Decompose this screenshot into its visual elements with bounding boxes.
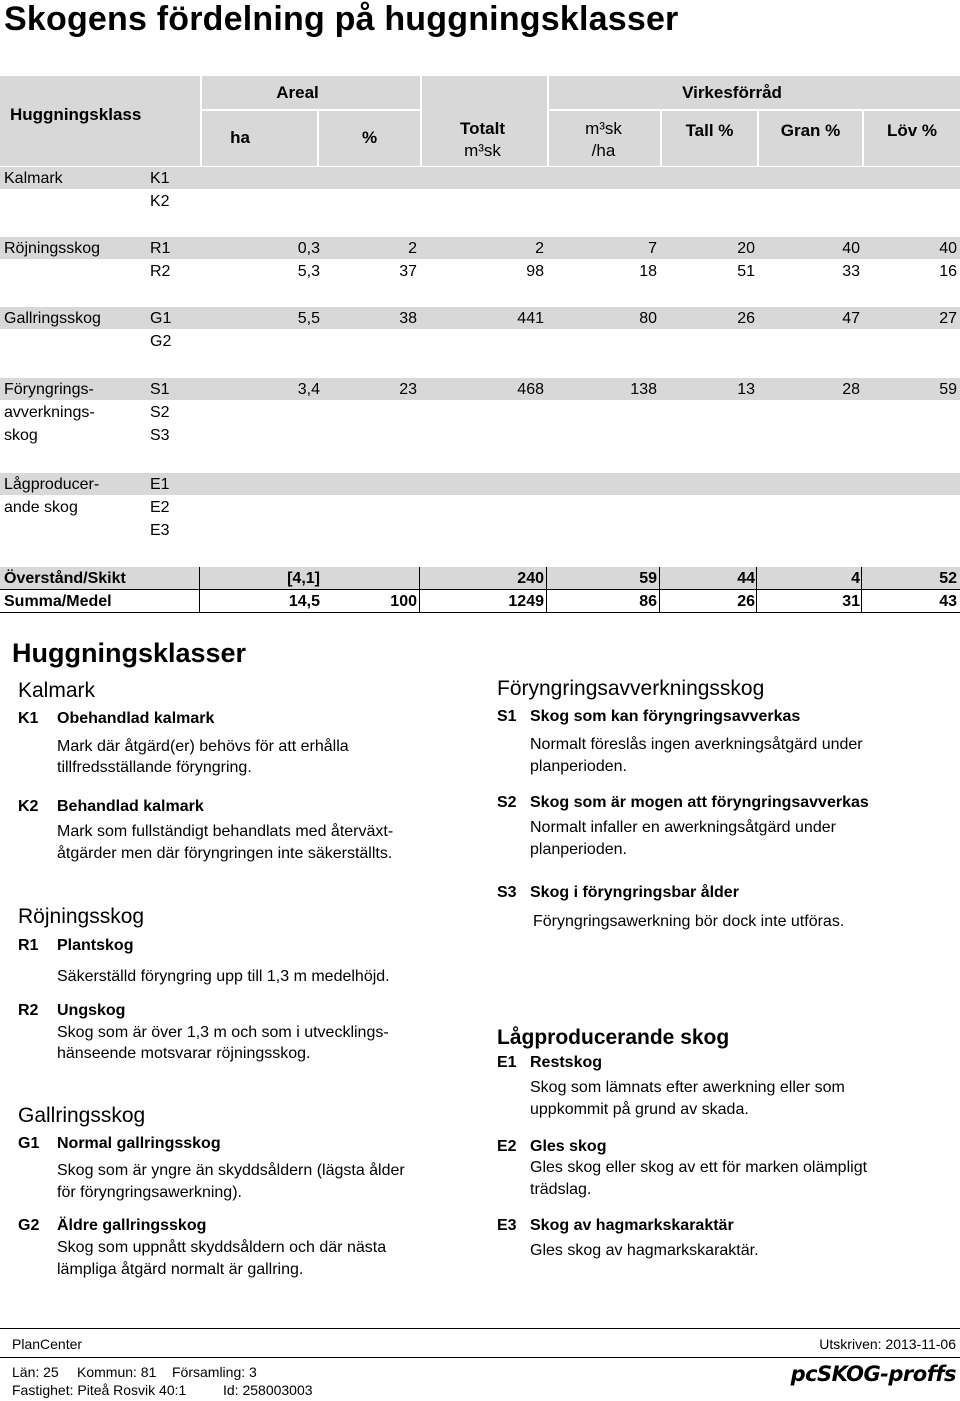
table-row xyxy=(0,260,960,282)
lagprod-title: Lågproducerande skog xyxy=(497,1026,730,1049)
cell-tall: 26 xyxy=(737,593,755,610)
s3-code: S3 xyxy=(497,884,517,901)
k2-text-2: åtgärder men där föryngringen inte säkerställts. xyxy=(57,845,393,862)
s1-text-1: Normalt föreslås ingen averkningsåtgärd under xyxy=(530,736,863,753)
header-lov: Löv % xyxy=(886,121,938,140)
cell-gran: 40 xyxy=(842,240,860,257)
cell-code: G2 xyxy=(150,333,172,350)
column-separator xyxy=(419,590,420,612)
cell-lov: 16 xyxy=(939,263,957,280)
column-separator xyxy=(756,590,757,612)
column-separator xyxy=(546,590,547,612)
cell-label: Röjningsskog xyxy=(4,240,101,257)
cell-ha: 14,5 xyxy=(288,593,320,610)
e3-label: Skog av hagmarkskaraktär xyxy=(530,1217,734,1234)
table-row xyxy=(0,190,960,212)
k1-text-1: Mark där åtgärd(er) behövs för att erhålla xyxy=(57,738,349,755)
footer-forsamling: Församling: 3 xyxy=(172,1364,257,1380)
column-separator xyxy=(419,567,420,589)
cell-pct: 38 xyxy=(399,310,417,327)
table-row xyxy=(0,330,960,352)
cell-code: R1 xyxy=(150,240,171,257)
e2-label: Gles skog xyxy=(530,1138,607,1155)
cell-code: E2 xyxy=(150,499,170,516)
defs-heading: Huggningsklasser xyxy=(12,638,247,668)
column-separator xyxy=(199,590,200,612)
cell-code: R2 xyxy=(150,263,171,280)
cell-pct: 2 xyxy=(408,240,417,257)
table-row xyxy=(0,237,960,259)
g2-label: Äldre gallringsskog xyxy=(57,1217,207,1234)
g1-text-2: för föryngringsawerkning). xyxy=(57,1184,242,1201)
e2-text-2: trädslag. xyxy=(530,1181,592,1198)
cell-m3: 138 xyxy=(630,381,657,398)
table-row xyxy=(0,496,960,518)
page-title: Skogens fördelning på huggningsklasser xyxy=(4,0,679,38)
cell-gran: 47 xyxy=(842,310,860,327)
cell-m3: 7 xyxy=(648,240,657,257)
cell-code: E1 xyxy=(150,476,170,493)
s1-text-2: planperioden. xyxy=(530,758,627,775)
k2-label: Behandlad kalmark xyxy=(57,798,204,815)
cell-code: S1 xyxy=(150,381,170,398)
cell-label: ande skog xyxy=(4,499,78,516)
r1-code: R1 xyxy=(18,937,39,954)
cell-lov: 59 xyxy=(939,381,957,398)
column-separator xyxy=(756,567,757,589)
table-row xyxy=(0,307,960,329)
cell-lov: 43 xyxy=(939,593,957,610)
cell-code: K1 xyxy=(150,170,170,187)
g1-label: Normal gallringsskog xyxy=(57,1135,221,1152)
cell-tot: 98 xyxy=(526,263,544,280)
footer-plancenter: PlanCenter xyxy=(12,1336,83,1352)
header-totalt-1: Totalt xyxy=(459,119,505,138)
cell-pct: 37 xyxy=(399,263,417,280)
cell-pct: 23 xyxy=(399,381,417,398)
footer-kommun: Kommun: 81 xyxy=(77,1364,157,1380)
summary-rule xyxy=(0,589,960,590)
s3-text-1: Föryngringsawerkning bör dock inte utföras. xyxy=(533,913,845,930)
cell-m3: 86 xyxy=(639,593,657,610)
cell-label: Summa/Medel xyxy=(4,593,112,610)
cell-label: Föryngrings- xyxy=(4,381,94,398)
header-areal: Areal xyxy=(276,83,319,102)
cell-label: Gallringsskog xyxy=(4,310,101,327)
table-row xyxy=(0,167,960,189)
column-separator xyxy=(546,567,547,589)
table-row xyxy=(0,378,960,400)
cell-ha: 3,4 xyxy=(297,381,320,398)
cell-pct: 100 xyxy=(390,593,417,610)
cell-label: Lågproducer- xyxy=(4,476,100,493)
cell-lov: 27 xyxy=(939,310,957,327)
cell-code: G1 xyxy=(150,310,172,327)
e1-text-2: uppkommit på grund av skada. xyxy=(530,1101,749,1118)
header-ha: ha xyxy=(230,128,250,147)
e3-code: E3 xyxy=(497,1217,517,1234)
s2-text-1: Normalt infaller en awerkningsåtgärd under xyxy=(530,819,836,836)
cell-m3: 59 xyxy=(639,570,657,587)
column-separator xyxy=(861,567,862,589)
k1-text-2: tillfredsställande föryngring. xyxy=(57,759,252,776)
cell-gran: 28 xyxy=(842,381,860,398)
column-separator xyxy=(659,590,660,612)
e3-text-1: Gles skog av hagmarkskaraktär. xyxy=(530,1242,759,1259)
cell-tot: 441 xyxy=(517,310,544,327)
table-row xyxy=(0,424,960,446)
e2-text-1: Gles skog eller skog av ett för marken olämpligt xyxy=(530,1159,868,1176)
cell-m3: 18 xyxy=(639,263,657,280)
e2-code: E2 xyxy=(497,1138,517,1155)
table-header xyxy=(0,76,960,166)
r2-text-2: hänseende motsvarar röjningsskog. xyxy=(57,1045,311,1062)
header-virkesforrad: Virkesförråd xyxy=(682,83,782,102)
cell-label: skog xyxy=(4,427,38,444)
k1-code: K1 xyxy=(18,710,39,727)
cell-ha: 0,3 xyxy=(297,240,320,257)
cell-gran: 4 xyxy=(851,570,860,587)
pcskog-logo: pcSKOG-proffs xyxy=(790,1362,956,1386)
kalmark-title: Kalmark xyxy=(18,679,96,702)
cell-tall: 51 xyxy=(737,263,755,280)
header-totalt-2: m³sk xyxy=(464,141,501,160)
s1-code: S1 xyxy=(497,708,517,725)
r1-text-1: Säkerställd föryngring upp till 1,3 m medelhöjd. xyxy=(57,968,390,985)
g2-text-1: Skog som uppnått skyddsåldern och där nästa xyxy=(57,1239,387,1256)
s2-text-2: planperioden. xyxy=(530,841,627,858)
e1-text-1: Skog som lämnats efter awerkning eller som xyxy=(530,1079,845,1096)
g2-text-2: lämpliga åtgärd normalt är gallring. xyxy=(57,1261,304,1278)
cell-tot: 240 xyxy=(517,570,544,587)
cell-label: Kalmark xyxy=(4,170,63,187)
footer-fastighet: Fastighet: Piteå Rosvik 40:1 xyxy=(12,1382,187,1398)
table-row xyxy=(0,401,960,423)
table-row xyxy=(0,567,960,589)
cell-m3: 80 xyxy=(639,310,657,327)
cell-lov: 40 xyxy=(939,240,957,257)
gallring-title: Gallringsskog xyxy=(18,1104,146,1127)
cell-code: E3 xyxy=(150,522,170,539)
k1-label: Obehandlad kalmark xyxy=(57,710,215,727)
column-separator xyxy=(861,590,862,612)
k2-code: K2 xyxy=(18,798,39,815)
g2-code: G2 xyxy=(18,1217,40,1234)
table-row xyxy=(0,590,960,612)
cell-tot: 1249 xyxy=(508,593,544,610)
r2-label: Ungskog xyxy=(57,1002,126,1019)
g1-text-1: Skog som är yngre än skyddsåldern (lägsta ålder xyxy=(57,1162,405,1179)
cell-tall: 26 xyxy=(737,310,755,327)
e1-label: Restskog xyxy=(530,1054,603,1071)
cell-ha: 5,5 xyxy=(297,310,320,327)
r2-text-1: Skog som är över 1,3 m och som i utvecklings- xyxy=(57,1024,389,1041)
column-separator xyxy=(199,567,200,589)
e1-code: E1 xyxy=(497,1054,517,1071)
table-row xyxy=(0,519,960,541)
cell-tot: 2 xyxy=(535,240,544,257)
s2-code: S2 xyxy=(497,794,517,811)
header-tall: Tall % xyxy=(685,121,734,140)
footer-rule-top xyxy=(0,1328,960,1329)
cell-ha: [4,1] xyxy=(287,570,320,587)
header-gran: Gran % xyxy=(780,121,841,140)
header-huggningsklass: Huggningsklass xyxy=(10,105,142,124)
column-separator xyxy=(659,567,660,589)
r2-code: R2 xyxy=(18,1002,39,1019)
header-m3sk-2: /ha xyxy=(591,141,616,160)
r1-label: Plantskog xyxy=(57,937,134,954)
cell-code: K2 xyxy=(150,193,170,210)
cell-tall: 13 xyxy=(737,381,755,398)
rojning-title: Röjningsskog xyxy=(18,905,145,928)
cell-lov: 52 xyxy=(939,570,957,587)
k2-text-1: Mark som fullständigt behandlats med återväxt- xyxy=(57,823,394,840)
s2-label: Skog som är mogen att föryngringsavverkas xyxy=(530,794,869,811)
footer-rule-bottom xyxy=(0,1357,960,1358)
cell-label: avverknings- xyxy=(4,404,95,421)
footer-lan: Län: 25 xyxy=(12,1364,59,1380)
cell-label: Överstånd/Skikt xyxy=(4,570,126,587)
foryngring-title: Föryngringsavverkningsskog xyxy=(497,677,765,700)
cell-tall: 44 xyxy=(737,570,755,587)
header-pct: % xyxy=(361,128,378,147)
table-row xyxy=(0,473,960,495)
cell-tall: 20 xyxy=(737,240,755,257)
cell-tot: 468 xyxy=(517,381,544,398)
footer-printed-date: Utskriven: 2013-11-06 xyxy=(819,1336,956,1352)
g1-code: G1 xyxy=(18,1135,40,1152)
s3-label: Skog i föryngringsbar ålder xyxy=(530,884,739,901)
footer-id: Id: 258003003 xyxy=(223,1382,313,1398)
table-bottom-rule xyxy=(0,612,960,613)
cell-ha: 5,3 xyxy=(297,263,320,280)
cell-code: S2 xyxy=(150,404,170,421)
cell-code: S3 xyxy=(150,427,170,444)
cell-gran: 33 xyxy=(842,263,860,280)
header-m3sk-1: m³sk xyxy=(585,119,622,138)
s1-label: Skog som kan föryngringsavverkas xyxy=(530,708,801,725)
cell-gran: 31 xyxy=(842,593,860,610)
